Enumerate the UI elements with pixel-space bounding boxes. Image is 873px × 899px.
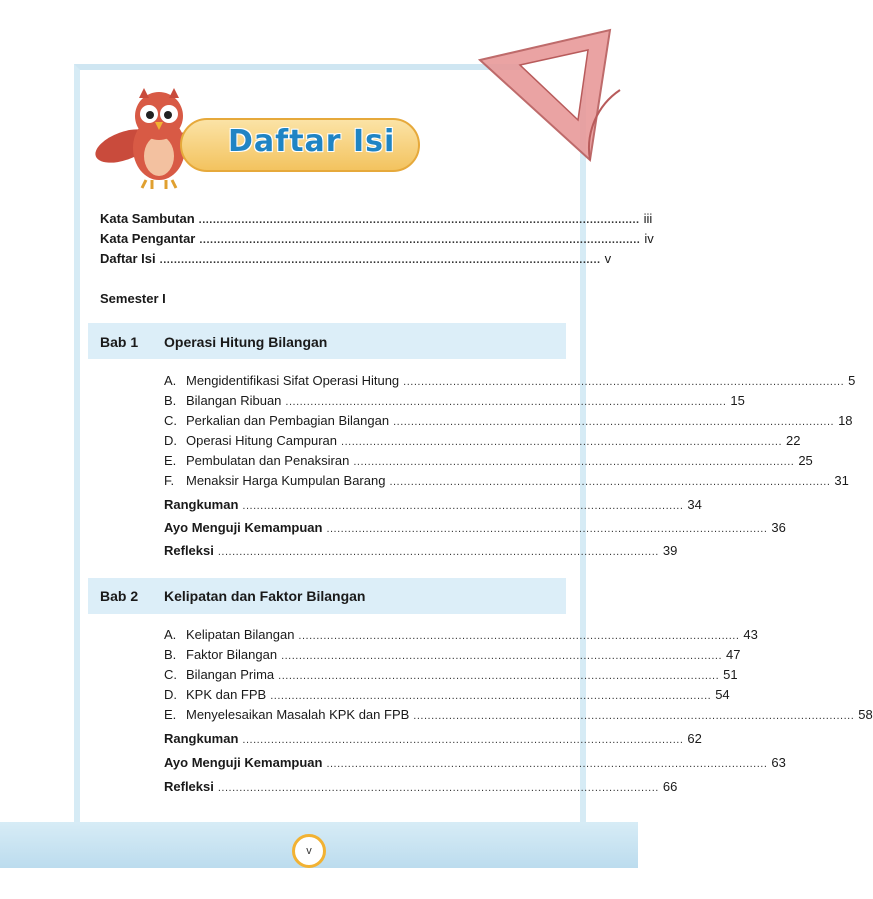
section-entry[interactable] xyxy=(164,686,730,705)
leader-dots: ............................................................................................................................ xyxy=(217,782,659,794)
section-letter: C. xyxy=(164,667,177,682)
section-page: 58 xyxy=(858,707,873,722)
section-entry[interactable] xyxy=(164,472,849,491)
extra-page: 63 xyxy=(771,755,786,770)
section-label: Faktor Bilangan xyxy=(186,647,278,662)
toc-entry-label: Kata Sambutan xyxy=(100,211,195,226)
section-entry[interactable] xyxy=(164,432,801,451)
extra-entry[interactable] xyxy=(164,519,786,538)
page-number: v xyxy=(292,834,326,868)
leader-dots: ............................................................................................................................ xyxy=(389,476,831,488)
extra-label: Rangkuman xyxy=(164,497,239,512)
leader-dots: ............................................................................................................................ xyxy=(159,254,601,266)
section-letter: A. xyxy=(164,373,177,388)
extra-page: 34 xyxy=(687,497,702,512)
section-entry[interactable] xyxy=(164,666,738,685)
leader-dots: ............................................................................................................................ xyxy=(298,630,740,642)
section-label: Bilangan Prima xyxy=(186,667,275,682)
semester-heading: Semester I xyxy=(100,291,166,306)
toc-entry[interactable] xyxy=(100,210,653,229)
section-entry[interactable] xyxy=(164,626,758,645)
leader-dots: ............................................................................................................................ xyxy=(403,376,845,388)
leader-dots: ............................................................................................................................ xyxy=(242,500,684,512)
toc-entry-page: iv xyxy=(644,231,654,246)
section-label: KPK dan FPB xyxy=(186,687,267,702)
section-page: 5 xyxy=(848,373,856,388)
section-entry[interactable] xyxy=(164,706,873,725)
section-page: 31 xyxy=(834,473,849,488)
chapter-number: Bab 2 xyxy=(100,588,139,604)
leader-dots: ............................................................................................................................ xyxy=(285,396,727,408)
section-entry[interactable] xyxy=(164,452,813,471)
section-page: 15 xyxy=(730,393,745,408)
leader-dots: ............................................................................................................................ xyxy=(353,456,795,468)
chapter-number: Bab 1 xyxy=(100,334,139,350)
extra-page: 36 xyxy=(771,520,786,535)
extra-page: 66 xyxy=(662,779,678,794)
section-label: Kelipatan Bilangan xyxy=(186,627,295,642)
section-entry[interactable] xyxy=(164,646,741,665)
extra-entry[interactable] xyxy=(164,730,702,749)
chapter-title[interactable]: Kelipatan dan Faktor Bilangan xyxy=(164,588,366,604)
section-letter: E. xyxy=(164,453,177,468)
section-letter: D. xyxy=(164,433,177,448)
leader-dots: ............................................................................................................................ xyxy=(341,436,782,448)
extra-entry[interactable] xyxy=(164,542,678,561)
page-title: Daftar Isi xyxy=(228,124,396,159)
extra-entry[interactable] xyxy=(164,496,702,515)
extra-label: Rangkuman xyxy=(164,731,239,746)
leader-dots: ............................................................................................................................ xyxy=(326,523,768,535)
leader-dots: ............................................................................................................................ xyxy=(217,546,659,558)
section-label: Pembulatan dan Penaksiran xyxy=(186,453,350,468)
extra-label: Refleksi xyxy=(164,779,214,794)
set-square-icon xyxy=(470,20,630,170)
leader-dots: ............................................................................................................................ xyxy=(393,416,835,428)
section-page: 22 xyxy=(786,433,801,448)
section-label: Menaksir Harga Kumpulan Barang xyxy=(186,473,386,488)
section-letter: B. xyxy=(164,393,177,408)
section-page: 51 xyxy=(723,667,738,682)
toc-entry[interactable] xyxy=(100,230,654,249)
section-entry[interactable] xyxy=(164,412,853,431)
extra-page: 62 xyxy=(687,731,702,746)
toc-entry-page: v xyxy=(604,251,612,266)
section-letter: C. xyxy=(164,413,177,428)
leader-dots: ............................................................................................................................ xyxy=(326,758,768,770)
section-label: Menyelesaikan Masalah KPK dan FPB xyxy=(186,707,410,722)
extra-entry[interactable] xyxy=(164,754,786,773)
section-page: 43 xyxy=(743,627,758,642)
toc-entry-page: iii xyxy=(643,211,653,226)
section-letter: B. xyxy=(164,647,177,662)
section-page: 54 xyxy=(715,687,730,702)
leader-dots: ............................................................................................................................ xyxy=(242,734,684,746)
extra-label: Ayo Menguji Kemampuan xyxy=(164,755,323,770)
section-label: Perkalian dan Pembagian Bilangan xyxy=(186,413,390,428)
leader-dots: ............................................................................................................................ xyxy=(270,690,712,702)
section-page: 25 xyxy=(798,453,813,468)
leader-dots: ............................................................................................................................ xyxy=(278,670,720,682)
extra-label: Refleksi xyxy=(164,543,214,558)
section-page: 47 xyxy=(726,647,741,662)
leader-dots: ............................................................................................................................ xyxy=(281,650,723,662)
section-label: Operasi Hitung Campuran xyxy=(186,433,338,448)
leader-dots: ............................................................................................................................ xyxy=(413,710,855,722)
section-letter: A. xyxy=(164,627,177,642)
section-page: 18 xyxy=(838,413,853,428)
extra-entry[interactable] xyxy=(164,778,678,797)
section-entry[interactable] xyxy=(164,372,856,391)
toc-entry-label: Daftar Isi xyxy=(100,251,156,266)
leader-dots: ............................................................................................................................ xyxy=(198,214,640,226)
section-letter: D. xyxy=(164,687,177,702)
toc-entry[interactable] xyxy=(100,250,612,269)
section-label: Mengidentifikasi Sifat Operasi Hitung xyxy=(186,373,400,388)
extra-page: 39 xyxy=(662,543,678,558)
extra-label: Ayo Menguji Kemampuan xyxy=(164,520,323,535)
toc-entry-label: Kata Pengantar xyxy=(100,231,196,246)
section-letter: E. xyxy=(164,707,177,722)
chapter-title[interactable]: Operasi Hitung Bilangan xyxy=(164,334,328,350)
section-label: Bilangan Ribuan xyxy=(186,393,282,408)
leader-dots: ............................................................................................................................ xyxy=(199,234,641,246)
section-letter: F. xyxy=(164,473,175,488)
section-entry[interactable] xyxy=(164,392,745,411)
